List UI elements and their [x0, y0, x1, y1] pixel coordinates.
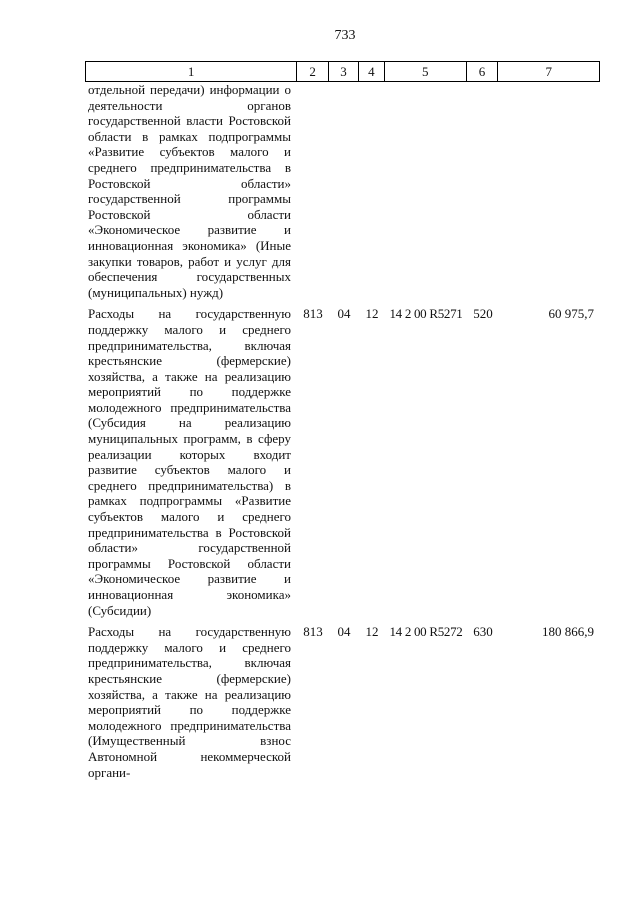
- column-header-1: 1: [86, 62, 297, 81]
- row-subsection-code: [359, 82, 385, 300]
- row-description: Расходы на государственную поддержку малого и среднего предпринимательства, включая крестьянские (фермерские) хозяйства, а также на реализацию мероприятий по поддержке молодежного предпринимательства (Имущественный взнос Автономной некоммерческой органи-: [88, 624, 291, 780]
- row-subsection-code: 12: [365, 624, 379, 640]
- row-target-code: [385, 82, 467, 300]
- row-ministry-code: [297, 82, 329, 300]
- column-header-6: 6: [467, 62, 499, 81]
- column-header-2: 2: [297, 62, 329, 81]
- column-header-3: 3: [329, 62, 359, 81]
- row-amount: 180 866,9: [542, 624, 594, 640]
- row-subsection-code: 12: [365, 306, 379, 322]
- row-ministry-code: 813: [303, 624, 323, 640]
- column-header-5: 5: [385, 62, 467, 81]
- row-description: Расходы на государственную поддержку малого и среднего предпринимательства, включая крестьянские (фермерские) хозяйства, а также на реализацию мероприятий по поддержке молодежного предпринимательства (Субсидия на реализацию муниципальных программ, в сферу реализации которых входит развитие субъектов малого и среднего предпринимательства) в рамках подпрограммы «Развитие субъектов малого и среднего предпринимательства в Ростовской области» государственной программы Ростовской области «Экономическое развитие и инновационная экономика» (Субсидии): [88, 306, 291, 618]
- row-ministry-code: 813: [303, 306, 323, 322]
- row-expense-type: 630: [473, 624, 493, 640]
- row-target-code: 14 2 00 R5272: [389, 624, 463, 640]
- column-header-7: 7: [545, 64, 552, 79]
- table-row: [85, 624, 600, 780]
- row-expense-type: 520: [473, 306, 493, 322]
- row-amount: 60 975,7: [548, 306, 594, 322]
- row-section-code: 04: [337, 306, 351, 322]
- row-target-code: 14 2 00 R5271: [389, 306, 463, 322]
- page-number: 733: [334, 28, 356, 43]
- row-description: отдельной передачи) информации о деятельности органов государственной власти Ростовской области в рамках подпрограммы «Развитие субъектов малого и среднего предпринимательства в Ростовской области» государственной программы Ростовской области «Экономическое развитие и инновационная экономика» (Иные закупки товаров, работ и услуг для обеспечения государственных (муниципальных) нужд): [88, 82, 291, 300]
- row-expense-type: [467, 82, 499, 300]
- table-body: [85, 82, 600, 780]
- table-row: [85, 82, 600, 300]
- row-section-code: [329, 82, 359, 300]
- row-amount: [499, 82, 600, 300]
- row-section-code: 04: [337, 624, 351, 640]
- table-header-row: [85, 61, 600, 82]
- table-row: [85, 306, 600, 618]
- column-header-4: 4: [359, 62, 385, 81]
